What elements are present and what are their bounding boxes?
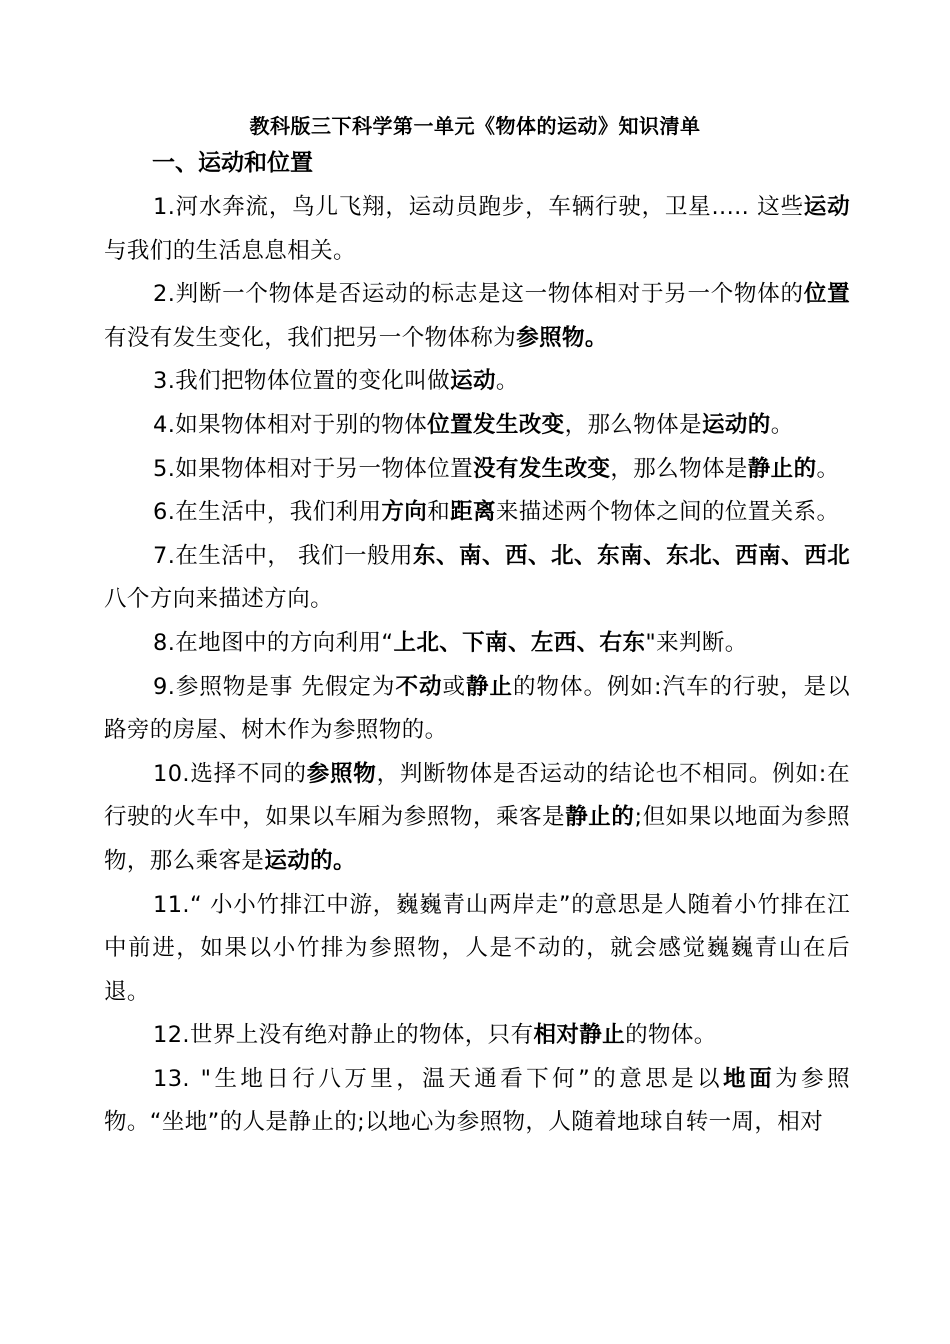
text-segment: 13. "生地日行八万里，温天通看下何”的意思是以 — [153, 1065, 724, 1092]
paragraph-p5 — [104, 448, 850, 492]
text-segment: 7.在生活中， 我们一般用 — [153, 542, 414, 569]
document-title: 教科版三下科学第一单元《物体的运动》知识清单 — [249, 114, 701, 138]
text-segment: 。 — [816, 455, 840, 482]
text-segment: 11.“ 小小竹排江中游，巍巍青山两岸走”的意思是人随着小竹排在江中前进，如果以小竹排为参照物，人是不动的，就会感觉巍巍青山在后退。 — [104, 891, 850, 1005]
text-segment: 2.判断一个物体是否运动的标志是这一物体相对于另一个物体的 — [153, 281, 804, 308]
paragraph-p3 — [104, 360, 850, 404]
document-body — [104, 186, 850, 1145]
bold-term: 没有发生改变 — [472, 455, 611, 482]
bold-term: 参照物 — [306, 760, 377, 787]
text-segment: 9.参照物是事 先假定为 — [153, 673, 396, 700]
paragraph-p13 — [104, 1058, 850, 1145]
text-segment: 4.如果物体相对于别的物体 — [153, 411, 428, 438]
text-segment: ;但如果以地面为参照物，那么乘客是 — [104, 804, 850, 874]
text-segment: 12.世界上没有绝对静止的物体，只有 — [153, 1022, 534, 1049]
bold-term: 参照物。 — [516, 324, 608, 351]
text-segment: "来判断。 — [645, 629, 748, 656]
text-segment: ，那么物体是 — [610, 455, 748, 482]
text-segment: 与我们的生活息息相关。 — [104, 237, 356, 264]
text-segment: 。 — [495, 368, 519, 395]
paragraph-p8 — [104, 622, 850, 666]
bold-term: 不动 — [395, 673, 443, 700]
text-segment: 。 — [770, 411, 794, 438]
paragraph-p7 — [104, 535, 850, 622]
text-segment: 10.选择不同的 — [153, 760, 307, 787]
paragraph-p1 — [104, 186, 850, 273]
text-segment: 来描述两个物体之间的位置关系。 — [495, 499, 840, 526]
bold-term: 位置发生改变 — [427, 411, 565, 438]
bold-term: 静止 — [466, 673, 514, 700]
paragraph-p6 — [104, 491, 850, 535]
bold-term: 运动的 — [701, 411, 771, 438]
text-segment: 八个方向来描述方向。 — [104, 586, 334, 613]
bold-term: 东、南、西、北、东南、东北、西南、西北 — [413, 542, 850, 569]
text-segment: 有没有发生变化，我们把另一个物体称为 — [104, 324, 517, 351]
bold-term: 相对静止 — [533, 1022, 626, 1049]
bold-term: 距离 — [450, 499, 496, 526]
text-segment: 6.在生活中，我们利用 — [153, 499, 382, 526]
section-heading: 一、运动和位置 — [152, 150, 313, 176]
paragraph-p12 — [104, 1014, 850, 1058]
paragraph-p4 — [104, 404, 850, 448]
bold-term: 上北、下南、左西、右东 — [393, 629, 646, 656]
text-segment: 的物体。 — [625, 1022, 717, 1049]
text-segment: ，那么物体是 — [564, 411, 702, 438]
text-segment: 的物体。例如:汽车的行驶，是以路旁的房屋、树木作为参照物的。 — [104, 673, 850, 744]
text-segment: 或 — [442, 673, 467, 700]
bold-term: 地面 — [723, 1065, 776, 1092]
paragraph-p9 — [104, 666, 850, 753]
bold-term: 位置 — [803, 281, 850, 308]
bold-term: 运动 — [450, 368, 496, 395]
paragraph-p10 — [104, 753, 850, 884]
text-segment: 8.在地图中的方向利用“ — [153, 629, 394, 656]
text-segment: 为参照物。“坐地”的人是静止的;以地心为参照物，人随着地球自转一周，相对 — [104, 1065, 850, 1136]
bold-term: 静止的 — [747, 455, 817, 482]
text-segment: 3.我们把物体位置的变化叫做 — [153, 368, 451, 395]
text-segment: ，判断物体是否运动的结论也不相同。例如:在行驶的火车中，如果以车厢为参照物，乘客是 — [104, 760, 851, 831]
text-segment: 1.河水奔流，鸟儿飞翔，运动员跑步，车辆行驶，卫星..... 这些 — [153, 194, 804, 220]
bold-term: 方向 — [381, 499, 428, 526]
text-segment: 和 — [427, 499, 451, 526]
bold-term: 运动 — [803, 194, 850, 220]
text-segment: 5.如果物体相对于另一物体位置 — [153, 455, 473, 482]
bold-term: 运动的。 — [264, 847, 356, 874]
paragraph-p11 — [104, 884, 850, 1015]
bold-term: 静止的 — [565, 804, 635, 831]
paragraph-p2 — [104, 273, 850, 360]
